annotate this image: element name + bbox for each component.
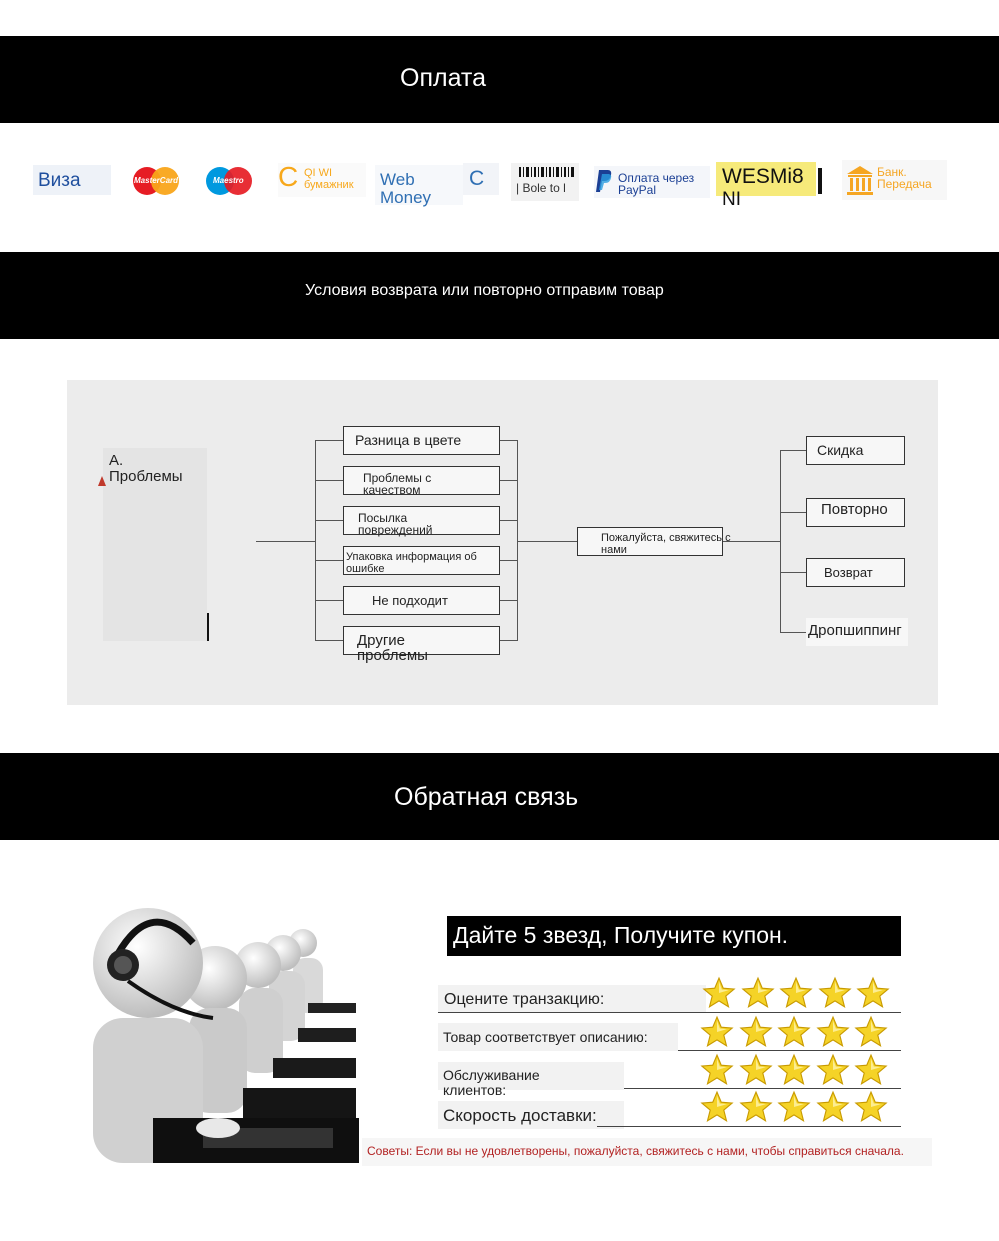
paypal-icon [596, 170, 612, 192]
connector-line [315, 560, 343, 561]
problem-packaging-label: Упаковка информация об ошибке [346, 551, 477, 575]
solution-box-discount [806, 436, 905, 465]
solution-dropshipping-label: Дропшиппинг [808, 622, 902, 639]
feedback-title: Обратная связь [394, 783, 579, 811]
connector-line [517, 440, 518, 640]
bank-building-icon [847, 166, 873, 196]
problem-label: A. Проблемы [109, 452, 183, 485]
c-payment-label: C [469, 167, 485, 190]
returns-diagram [67, 380, 938, 705]
problem-box-fit [343, 586, 500, 615]
connector-line [498, 480, 518, 481]
connector-line [315, 440, 316, 640]
solution-box-dropshipping [806, 618, 908, 646]
problem-box-damage [343, 506, 500, 535]
panel-bar [207, 613, 209, 641]
star-icon[interactable] [739, 1015, 773, 1049]
star-icon[interactable] [854, 1015, 888, 1049]
rating-label-description [438, 1023, 678, 1051]
problem-fit-label: Не подходит [372, 593, 448, 608]
visa-label: Виза [38, 170, 81, 191]
feedback-banner [0, 753, 999, 840]
rating-service-text: Обслуживание клиентов: [443, 1067, 540, 1098]
connector-line [498, 640, 518, 641]
rating-label-shipping [438, 1101, 624, 1129]
webmoney-line1: Web [380, 170, 415, 189]
connector-line [498, 560, 518, 561]
coupon-headline-bar [447, 916, 901, 956]
mastercard-label: MasterCard [134, 176, 179, 185]
boleto-logo [511, 163, 579, 201]
support-agents-image [93, 903, 359, 1163]
connector-line [780, 572, 806, 573]
boleto-label: | Bole to l [516, 181, 566, 195]
solution-box-refund [806, 558, 905, 587]
rating-underline [624, 1088, 901, 1089]
star-icon[interactable] [818, 976, 852, 1010]
star-icon[interactable] [816, 1090, 850, 1124]
maestro-icon [204, 166, 254, 196]
rating-underline [438, 1012, 901, 1013]
star-icon[interactable] [777, 1053, 811, 1087]
tip-bar [362, 1138, 932, 1166]
returns-title: Условия возврата или повторно отправим товар [305, 282, 664, 299]
rating-underline [678, 1050, 901, 1051]
star-icon[interactable] [739, 1090, 773, 1124]
connector-line [315, 520, 343, 521]
star-icon[interactable] [700, 1015, 734, 1049]
qiwi-logo [278, 163, 366, 197]
star-icon[interactable] [741, 976, 775, 1010]
connector-line [498, 440, 518, 441]
mastercard-icon [131, 166, 181, 196]
connector-line [315, 480, 343, 481]
star-icon[interactable] [700, 1090, 734, 1124]
star-icon[interactable] [777, 1090, 811, 1124]
paypal-line2: PayPal [618, 183, 657, 197]
solution-box-resend [806, 498, 905, 527]
support-agents-illustration [93, 903, 359, 1163]
connector-line [780, 632, 806, 633]
problem-damage-label: Посылка повреждений [358, 511, 433, 537]
maestro-label: Maestro [213, 176, 244, 185]
paypal-line1: Оплата через [618, 171, 695, 185]
tip-text: Советы: Если вы не удовлетворены, пожалуйста, свяжитесь с нами, чтобы справиться сначала. [367, 1144, 904, 1158]
connector-line [498, 600, 518, 601]
western-union-bar [818, 168, 822, 194]
star-icon[interactable] [816, 1015, 850, 1049]
connector-line [780, 450, 781, 632]
contact-box [577, 527, 731, 556]
returns-banner [0, 252, 999, 339]
qiwi-line2: бумажник [304, 179, 354, 191]
visa-logo [33, 165, 111, 195]
star-icon[interactable] [700, 1053, 734, 1087]
problem-box-color [343, 426, 500, 455]
rating-underline [597, 1126, 901, 1127]
problem-box-packaging [343, 546, 500, 575]
red-marker-icon [98, 476, 106, 486]
connector-line [315, 440, 343, 441]
connector-line [780, 450, 806, 451]
webmoney-line2: Money [380, 188, 432, 207]
star-icon[interactable] [739, 1053, 773, 1087]
contact-label: Пожалуйста, свяжитесь с нами [601, 532, 731, 556]
connector-line [780, 512, 806, 513]
paypal-logo [594, 166, 710, 198]
webmoney-logo [375, 165, 463, 205]
connector-line [256, 541, 316, 542]
coupon-headline: Дайте 5 звезд, Получите купон. [453, 922, 789, 948]
star-icon[interactable] [856, 976, 890, 1010]
rating-label-service [438, 1062, 624, 1098]
connector-line [315, 640, 343, 641]
c-payment-logo [463, 163, 499, 195]
western-union-line1: WESMi8 [722, 165, 804, 188]
star-icon[interactable] [854, 1090, 888, 1124]
connector-line [315, 600, 343, 601]
payment-banner [0, 36, 999, 123]
western-union-line2: NI [722, 189, 741, 210]
solution-resend-label: Повторно [821, 501, 888, 518]
problem-box-quality [343, 466, 500, 495]
rating-label-transaction [438, 985, 706, 1013]
bank-line1: Банк. [877, 165, 907, 179]
problem-other-label: Другие проблемы [357, 632, 428, 664]
connector-line [517, 541, 577, 542]
rating-transaction-text: Оцените транзакцию: [444, 991, 605, 1008]
rating-description-text: Товар соответствует описанию: [443, 1029, 648, 1045]
problem-box-other [343, 626, 500, 664]
problem-panel [103, 448, 207, 641]
payment-title: Оплата [400, 64, 486, 92]
qiwi-icon: C [278, 161, 299, 192]
solution-refund-label: Возврат [824, 565, 873, 580]
star-icon[interactable] [777, 1015, 811, 1049]
connector-line [498, 520, 518, 521]
star-icon[interactable] [854, 1053, 888, 1087]
qiwi-line1: QI WI [304, 167, 333, 179]
rating-shipping-text: Скорость доставки: [443, 1106, 597, 1125]
bank-transfer-logo [842, 160, 947, 200]
star-icon[interactable] [816, 1053, 850, 1087]
problem-color-label: Разница в цвете [355, 432, 462, 448]
star-icon[interactable] [779, 976, 813, 1010]
star-icon[interactable] [702, 976, 736, 1010]
bank-line2: Передача [877, 177, 932, 191]
barcode-icon [519, 167, 575, 177]
solution-discount-label: Скидка [817, 442, 864, 458]
problem-quality-label: Проблемы с качеством [363, 471, 432, 497]
